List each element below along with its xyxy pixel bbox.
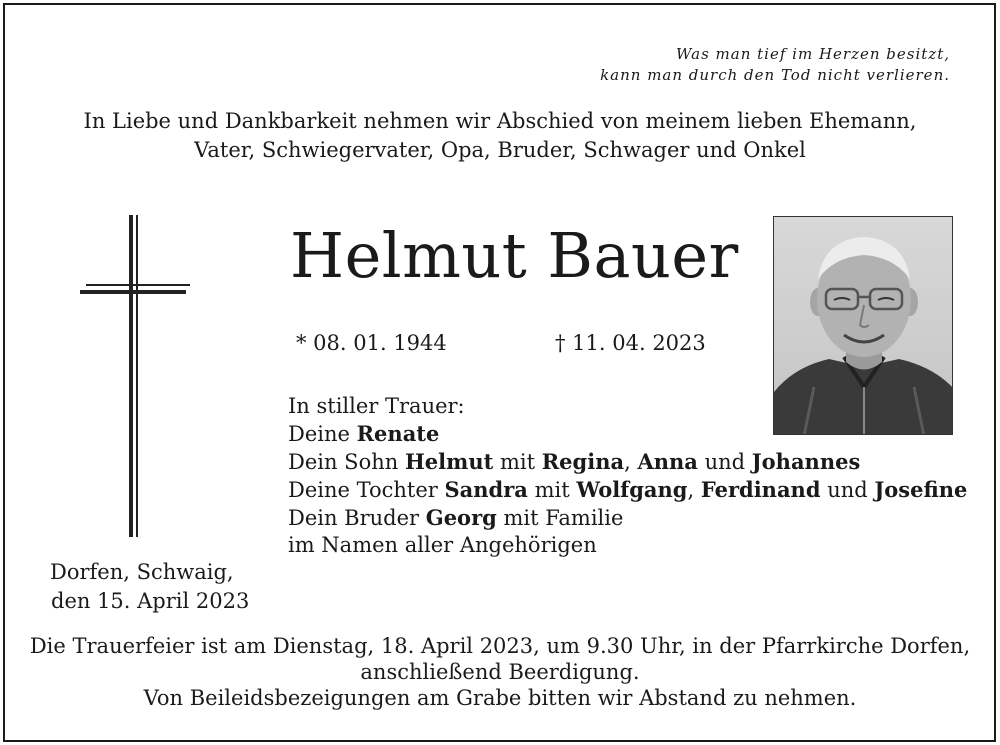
mourner-line: im Namen aller Angehörigen <box>288 533 597 557</box>
footer-line-1: Die Trauerfeier ist am Dienstag, 18. April 2023, um 9.30 Uhr, in der Pfarrkirche Dorfen, <box>29 634 971 658</box>
mourner-text: mit Familie <box>496 506 624 530</box>
mourner-name: Johannes <box>751 449 861 474</box>
mourners-list <box>288 393 967 559</box>
intro-line-1: In Liebe und Dankbarkeit nehmen wir Abschied von meinem lieben Ehemann, <box>83 109 917 133</box>
mourner-text: Dein Bruder <box>288 506 426 530</box>
mourner-line <box>288 420 967 448</box>
mourner-name: Wolfgang <box>576 477 688 502</box>
cross-icon <box>80 215 190 540</box>
mourner-line <box>288 504 967 532</box>
intro-text <box>0 107 1000 165</box>
mourner-text: und <box>820 478 875 502</box>
footer-line-3: Von Beileidsbezeigungen am Grabe bitten wir Abstand zu nehmen. <box>143 686 857 710</box>
place-and-date <box>50 558 249 616</box>
mourner-text: mit <box>527 478 577 502</box>
place-line-2: den 15. April 2023 <box>51 589 250 613</box>
mourner-text: Deine Tochter <box>288 478 445 502</box>
intro-line-2: Vater, Schwiegervater, Opa, Bruder, Schwager und Onkel <box>194 138 806 162</box>
death-date: † 11. 04. 2023 <box>555 331 706 355</box>
mourner-name: Georg <box>425 505 497 530</box>
mourner-line <box>288 476 967 504</box>
mourner-name: Helmut <box>404 449 494 474</box>
memorial-quote <box>600 44 950 86</box>
quote-line-1: Was man tief im Herzen besitzt, <box>676 45 950 63</box>
mourner-text: und <box>697 450 752 474</box>
mourner-name: Regina <box>541 449 625 474</box>
mourner-text: Dein Sohn <box>288 450 405 474</box>
mourner-name: Josefine <box>874 477 968 502</box>
place-line-1: Dorfen, Schwaig, <box>50 560 234 584</box>
mourner-name: Ferdinand <box>700 477 821 502</box>
mourner-name: Anna <box>637 449 698 474</box>
mourner-text: Deine <box>288 422 357 446</box>
birth-date: * 08. 01. 1944 <box>296 331 447 355</box>
mourner-name: Sandra <box>444 477 528 502</box>
mourner-text: , <box>687 478 701 502</box>
funeral-details <box>0 633 1000 711</box>
mourner-line <box>288 448 967 476</box>
deceased-name: Helmut Bauer <box>290 219 739 292</box>
mourner-name: Renate <box>356 421 440 446</box>
footer-line-2: anschließend Beerdigung. <box>360 660 640 684</box>
mourner-text: , <box>624 450 638 474</box>
quote-line-2: kann man durch den Tod nicht verlieren. <box>600 66 950 84</box>
mourner-text: mit <box>493 450 542 474</box>
mourners-heading: In stiller Trauer: <box>288 394 465 418</box>
